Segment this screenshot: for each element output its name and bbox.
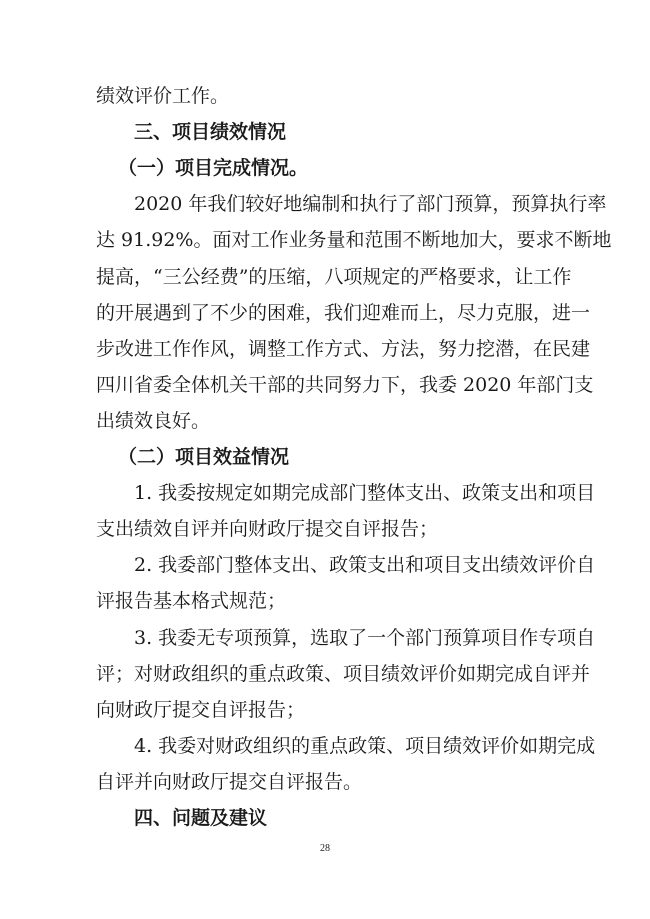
subsection-heading-benefit: （二）项目效益情况 xyxy=(118,446,290,468)
list-item-1-cont: 支出绩效自评并向财政厅提交自评报告； xyxy=(96,518,439,540)
subsection-heading-completion: （一）项目完成情况。 xyxy=(118,157,309,179)
paragraph-line: 达 91.92%。面对工作业务量和范围不断地加大，要求不断地 xyxy=(96,229,612,251)
text-line-work: 绩效评价工作。 xyxy=(96,85,230,107)
paragraph-line: 步改进工作作风，调整工作方式、方法，努力挖潜，在民建 xyxy=(96,338,591,360)
paragraph-line: 的开展遇到了不少的困难，我们迎难而上，尽力克服，进一 xyxy=(96,302,591,324)
list-item-2-cont: 评报告基本格式规范； xyxy=(96,590,287,612)
paragraph-line: 出绩效良好。 xyxy=(96,410,211,432)
list-item-4: 4. 我委对财政组织的重点政策、项目绩效评价如期完成 xyxy=(134,735,596,757)
section-heading-4: 四、问题及建议 xyxy=(134,807,268,829)
section-heading-3: 三、项目绩效情况 xyxy=(134,121,287,143)
list-item-3-cont: 评；对财政组织的重点政策、项目绩效评价如期完成自评并 xyxy=(96,663,591,685)
list-item-3: 3. 我委无专项预算，选取了一个部门预算项目作专项自 xyxy=(134,627,596,649)
list-item-1: 1. 我委按规定如期完成部门整体支出、政策支出和项目 xyxy=(134,482,596,504)
page-number: 28 xyxy=(320,843,330,854)
list-item-4-cont: 自评并向财政厅提交自评报告。 xyxy=(96,771,363,793)
list-item-2: 2. 我委部门整体支出、政策支出和项目支出绩效评价自 xyxy=(134,554,596,576)
paragraph-line: 提高，“三公经费”的压缩，八项规定的严格要求，让工作 xyxy=(96,266,572,288)
paragraph-line: 2020 年我们较好地编制和执行了部门预算，预算执行率 xyxy=(134,193,607,215)
list-item-3-cont: 向财政厅提交自评报告； xyxy=(96,699,306,721)
paragraph-line: 四川省委全体机关干部的共同努力下，我委 2020 年部门支 xyxy=(96,374,594,396)
